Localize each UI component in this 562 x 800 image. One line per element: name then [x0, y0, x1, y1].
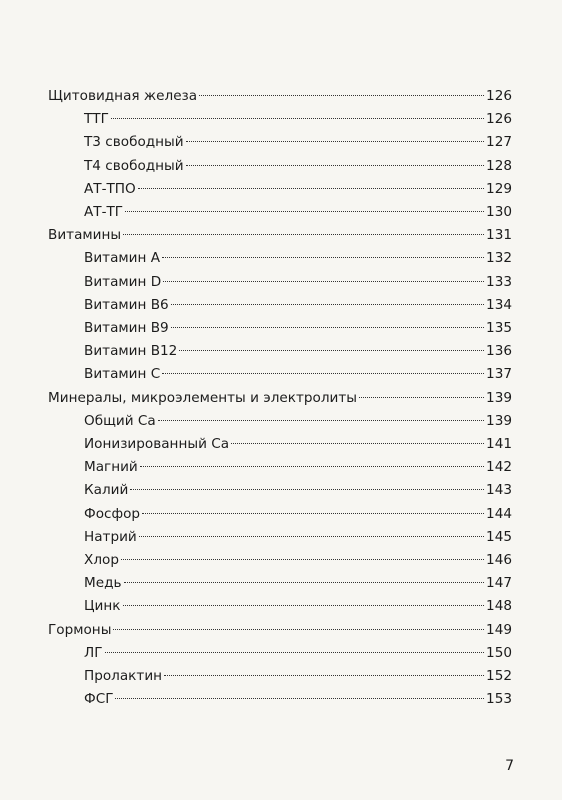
dot-leader — [359, 397, 484, 398]
toc-entry-title: Натрий — [84, 528, 137, 545]
toc-entry-page: 133 — [486, 273, 512, 290]
page-number: 7 — [505, 758, 514, 774]
toc-entry[interactable] — [84, 178, 512, 200]
toc-entry-page: 141 — [486, 436, 512, 452]
dot-leader — [171, 327, 484, 328]
toc-entry-title: АТ-ТПО — [84, 180, 136, 197]
toc-entry[interactable] — [84, 456, 512, 478]
dot-leader — [171, 304, 484, 305]
dot-leader — [140, 466, 484, 467]
toc-entry[interactable] — [84, 479, 512, 501]
toc-entry[interactable] — [84, 340, 512, 362]
dot-leader — [124, 582, 485, 583]
toc-entry-page: 149 — [486, 621, 512, 638]
toc-entry-title: ТТГ — [84, 111, 109, 128]
toc-entry-title: Калий — [84, 482, 129, 499]
toc-entry[interactable] — [84, 410, 512, 432]
toc-entry[interactable] — [84, 433, 512, 455]
toc-entry-title: Витамин А — [84, 250, 161, 267]
toc-entry[interactable] — [84, 688, 512, 710]
toc-entry-title: Цинк — [84, 598, 121, 615]
toc-entry[interactable] — [84, 155, 512, 177]
toc-entry-page: 135 — [486, 320, 512, 336]
dot-leader — [115, 698, 484, 699]
toc-entry-page: 136 — [486, 343, 512, 360]
dot-leader — [123, 234, 484, 235]
toc-entry[interactable] — [84, 294, 512, 316]
toc-entry-page: 137 — [486, 366, 512, 383]
toc-entry-title: Пролактин — [84, 668, 163, 684]
toc-entry-page: 134 — [486, 296, 512, 313]
toc-entry-title: АТ-ТГ — [84, 204, 124, 220]
toc-entry[interactable] — [84, 572, 512, 594]
toc-entry-page: 127 — [486, 134, 512, 151]
toc-entry[interactable] — [84, 526, 512, 548]
toc-entry-page: 153 — [486, 691, 512, 708]
toc-entry-page: 146 — [486, 552, 512, 568]
toc-entry-title: Т4 свободный — [84, 157, 184, 174]
toc-entry-page: 132 — [486, 250, 512, 267]
toc-entry-title: Гормоны — [48, 621, 112, 638]
dot-leader — [121, 559, 484, 560]
toc-entry-title: Витамин В6 — [84, 296, 169, 313]
dot-leader — [125, 211, 484, 212]
dot-leader — [113, 629, 484, 630]
toc-entry-page: 144 — [486, 505, 512, 522]
toc-entry-title: Хлор — [84, 552, 119, 568]
dot-leader — [186, 141, 484, 142]
toc-section[interactable] — [48, 387, 512, 409]
dot-leader — [162, 257, 484, 258]
dot-leader — [142, 513, 484, 514]
toc-entry-title: Ионизированный Са — [84, 436, 230, 452]
toc-entry-page: 131 — [486, 227, 512, 244]
toc-entry-page: 128 — [486, 157, 512, 174]
toc-entry[interactable] — [84, 201, 512, 223]
dot-leader — [138, 188, 484, 189]
toc-entry[interactable] — [84, 665, 512, 687]
dot-leader — [231, 443, 484, 444]
toc-entry-page: 148 — [486, 598, 512, 615]
toc-entry-title: Витамин В9 — [84, 320, 169, 336]
toc-entry[interactable] — [84, 108, 512, 130]
toc-section[interactable] — [48, 619, 512, 641]
toc-entry-title: Минералы, микроэлементы и электролиты — [48, 389, 357, 406]
dot-leader — [162, 373, 484, 374]
toc-entry-title: Т3 свободный — [84, 134, 184, 151]
toc-section[interactable] — [48, 85, 512, 107]
dot-leader — [105, 652, 485, 653]
dot-leader — [111, 118, 484, 119]
toc-entry-title: Витамин В12 — [84, 343, 178, 360]
toc-entry-page: 139 — [486, 412, 512, 429]
toc-entry-title: Медь — [84, 575, 122, 592]
dot-leader — [130, 489, 484, 490]
toc-entry-page: 126 — [486, 111, 512, 128]
toc-entry[interactable] — [84, 549, 512, 571]
toc-entry[interactable] — [84, 271, 512, 293]
toc-entry-title: Щитовидная железа — [48, 88, 198, 104]
toc-entry-page: 126 — [486, 88, 512, 104]
dot-leader — [163, 281, 484, 282]
toc-entry[interactable] — [84, 503, 512, 525]
toc-entry-title: Фосфор — [84, 505, 141, 522]
dot-leader — [123, 605, 485, 606]
toc-entry-title: Витамины — [48, 227, 122, 244]
toc-entry-page: 150 — [486, 644, 512, 661]
toc-entry-page: 139 — [486, 389, 512, 406]
dot-leader — [186, 165, 484, 166]
toc-entry[interactable] — [84, 642, 512, 664]
toc-entry-title: ФСГ — [84, 691, 114, 708]
toc-entry-page: 129 — [486, 180, 512, 197]
toc-section[interactable] — [48, 224, 512, 246]
toc-entry[interactable] — [84, 363, 512, 385]
toc-entry-page: 147 — [486, 575, 512, 592]
toc-entry-title: Витамин С — [84, 366, 161, 383]
toc-entry-page: 143 — [486, 482, 512, 499]
toc-entry-page: 152 — [486, 668, 512, 684]
toc-entry-page: 145 — [486, 528, 512, 545]
toc-entry-title: Витамин D — [84, 273, 162, 290]
toc-entry[interactable] — [84, 595, 512, 617]
toc-entry-title: Общий Са — [84, 412, 156, 429]
toc-entry[interactable] — [84, 317, 512, 339]
toc-entry-page: 130 — [486, 204, 512, 220]
toc-entry-page: 142 — [486, 459, 512, 476]
toc-entry-title: Магний — [84, 459, 138, 476]
dot-leader — [179, 350, 484, 351]
toc-entry[interactable] — [84, 131, 512, 153]
dot-leader — [164, 675, 484, 676]
dot-leader — [199, 95, 484, 96]
dot-leader — [139, 536, 484, 537]
dot-leader — [158, 420, 484, 421]
toc-entry[interactable] — [84, 247, 512, 269]
toc-entry-title: ЛГ — [84, 644, 103, 661]
